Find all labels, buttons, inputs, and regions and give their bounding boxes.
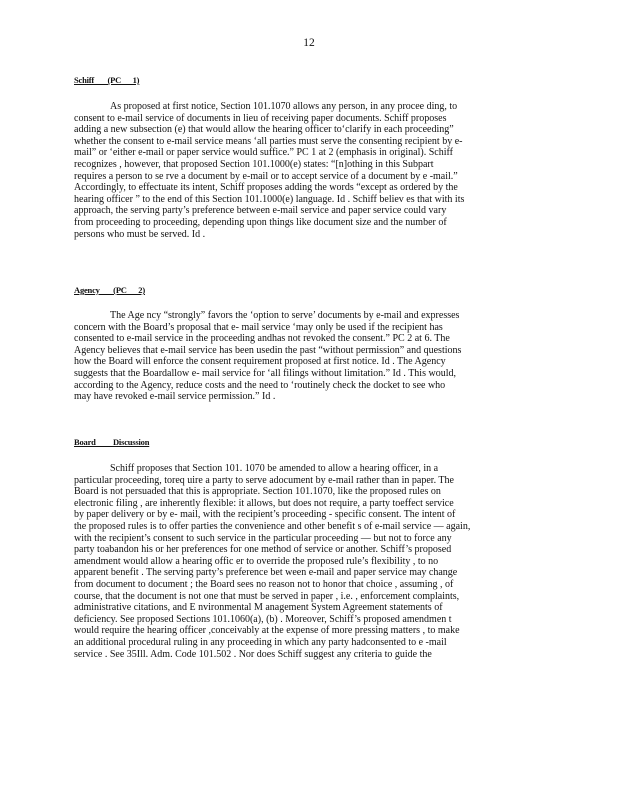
text-line: adding a new subsection (e) that would allow the hearing officer to‘clarify in each proceeding”: [74, 124, 454, 136]
text-line: recognizes , however, that proposed Section 101.1000(e) states: “[n]othing in this Subpart: [74, 158, 434, 170]
text-line: by paper delivery or by e- mail, with the recipient’s proceeding - specific consent. The intent of: [74, 509, 456, 521]
text-line: approach, the serving party’s preference between e-mail service and paper service could vary: [74, 205, 447, 217]
text-line: Agency believes that e-mail service has been usedin the past “without permission” and questions: [74, 344, 462, 356]
text-line: administrative citations, and E nvironmental M anagement System Agreement statements of: [74, 602, 443, 614]
text-line: according to the Agency, reduce costs and the need to ‘routinely check the docket to see who: [74, 379, 446, 391]
paragraph-schiff: [74, 101, 542, 240]
text-line: requires a person to se rve a document by e-mail or to accept service of a document by e -mail.”: [74, 170, 458, 182]
text-line: course, that the document is not one that must be served in paper , i.e. , enforcement complaints,: [74, 590, 460, 602]
heading-board-discussion: Board Discussion: [74, 437, 150, 447]
text-line: would require the hearing officer ,conceivably at the expense of more pressing matters , to make: [74, 625, 460, 637]
text-line: may have revoked e-mail service permission.” Id .: [74, 391, 276, 403]
text-line: whether the consent to e-mail service means ‘all parties must serve the consenting recipient by e-: [74, 135, 463, 147]
text-line: Schiff proposes that Section 101. 1070 be amended to allow a hearing officer, in a: [110, 463, 439, 474]
text-line: As proposed at first notice, Section 101.1070 allows any person, in any procee ding, to: [110, 101, 458, 112]
text-line: particular proceeding, toreq uire a party to serve adocument by e-mail rather than in paper. The: [74, 474, 454, 486]
text-line: from document to document ; the Board sees no reason not to honor that choice , assuming , of: [74, 578, 454, 590]
text-line: from proceeding to proceeding, depending upon things like document size and the number of: [74, 216, 447, 228]
text-line: how the Board will enforce the consent requirement proposed at first notice. Id . The Agency: [74, 356, 446, 368]
page-number: 12: [303, 37, 315, 49]
text-line: The Age ncy “strongly” favors the ‘option to serve’ documents by e-mail and expresses: [110, 310, 460, 321]
text-line: Board is not persuaded that this is appropriate. Section 101.1070, like the proposed rules on: [74, 486, 441, 498]
text-line: consent to e-mail service of documents in lieu of receiving paper documents. Schiff proposes: [74, 112, 447, 124]
text-line: persons who must be served. Id .: [74, 228, 206, 240]
paragraph-agency: [74, 310, 542, 403]
text-line: an additional procedural ruling in any proceeding in which any party hadconsented to e -mail: [74, 636, 447, 648]
text-line: Accordingly, to effectuate its intent, Schiff proposes adding the words “except as ordered by the: [74, 182, 458, 194]
text-line: with the recipient’s consent to such service in the particular proceeding — but not to force any: [74, 532, 452, 544]
text-line: consented to e-mail service in the proceeding andhas not revoked the consent.” PC 2 at 6. The: [74, 333, 450, 345]
text-line: amendment would allow a hearing offic er to override the proposed rule’s flexibility , to no: [74, 555, 439, 567]
text-line: mail” or ‘either e-mail or paper service would suffice.” PC 1 at 2 (emphasis in original). Schiff: [74, 147, 453, 159]
heading-schiff: Schiff (PC 1): [74, 75, 140, 85]
text-line: service . See 35Ill. Adm. Code 101.502 . Nor does Schiff suggest any criteria to guide the: [74, 648, 432, 660]
heading-agency: Agency (PC 2): [74, 285, 145, 295]
text-line: suggests that the Boardallow e- mail service for ‘all filings without limitation.” Id . This would,: [74, 367, 456, 379]
text-line: apparent benefit . The serving party’s preference bet ween e-mail and paper service may change: [74, 567, 458, 579]
text-line: the proposed rules is to offer parties the convenience and other benefit s of e-mail service — again,: [74, 520, 471, 532]
text-line: deficiency. See proposed Sections 101.1060(a), (b) . Moreover, Schiff’s proposed amendmen t: [74, 613, 452, 625]
text-line: hearing officer ” to the end of this Section 101.1000(e) language. Id . Schiff believ es that with its: [74, 193, 465, 205]
paragraph-board-discussion: [74, 463, 542, 660]
text-line: party toabandon his or her preferences for one method of service or another. Schiff’s proposed: [74, 544, 452, 556]
text-line: concern with the Board’s proposal that e- mail service ‘may only be used if the recipient has: [74, 321, 443, 333]
text-line: electronic filing , are inherently flexible: it allows, but does not require, a party toeffect service: [74, 497, 454, 509]
